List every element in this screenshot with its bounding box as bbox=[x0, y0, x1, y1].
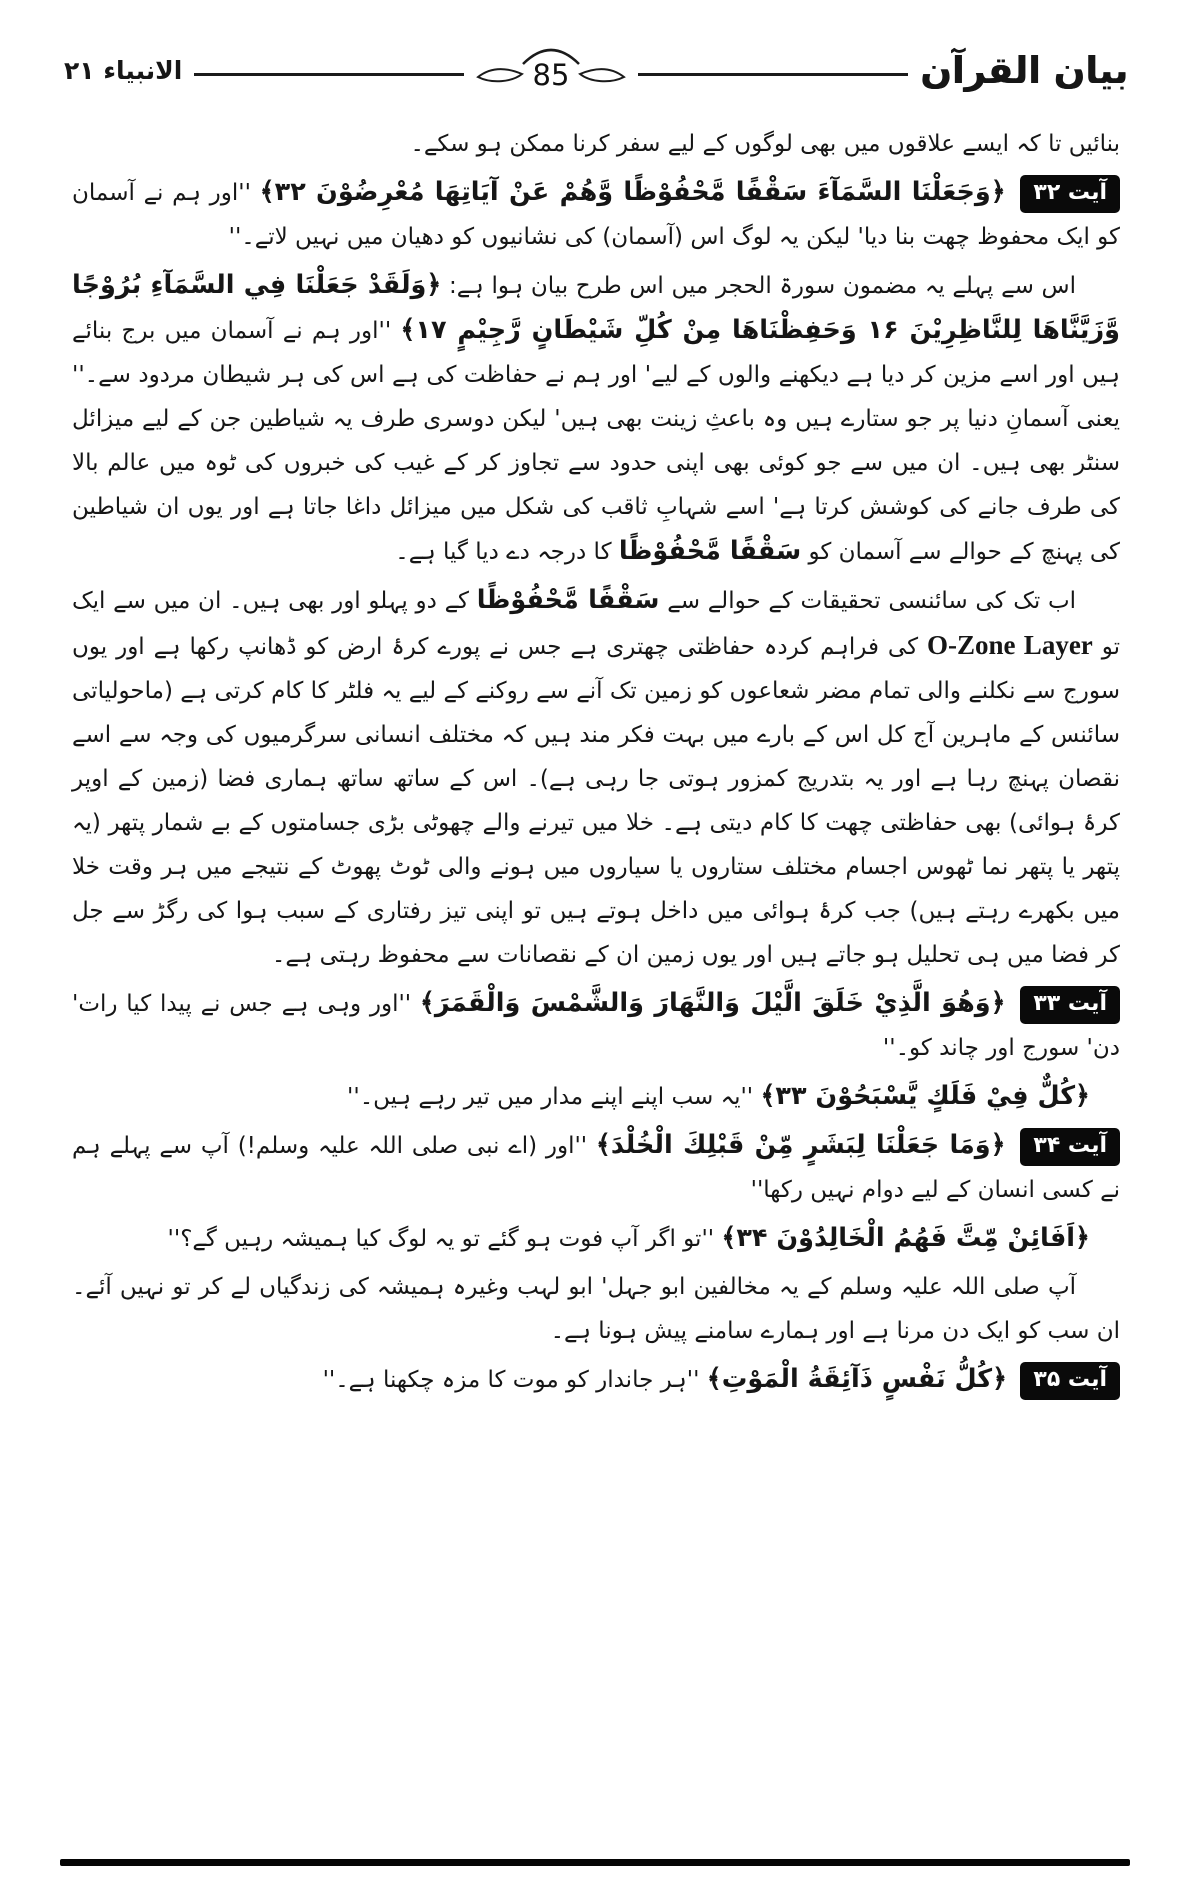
text-paragraph bbox=[72, 122, 1120, 166]
surah-title: الانبیاء ۲۱ bbox=[63, 55, 183, 85]
header-rule-right bbox=[638, 73, 908, 76]
urdu-text: ''اور ہم نے آسمان میں برج بنائے ہیں اور اسے مزین کر دیا ہے دیکھنے والوں کے لیے' اور ہم نے حفاظت کی ہے اس کی ہر شیطان مردود سے۔'' یعنی آسمانِ دنیا پر جو ستارے ہیں وہ باعثِ زینت بھی ہیں' لیکن دوسری طرف یہ شیاطین جن کے لیے میزائل سنٹر بھی ہیں۔ ان میں سے جو کوئی بھی اپنی حدود سے تجاوز کر کے غیب کی خبروں کی ٹوہ میں عالم بالا کی طرف جانے کی کوشش کرتا ہے' اسے شہابِ ثاقب کی شکل میں میزائل داغا جاتا ہے اور یوں ان شیاطین کی پہنچ کے حوالے سے آسمان کو bbox=[72, 318, 1120, 565]
ayat-marker: آیت ۳۲ bbox=[1020, 175, 1120, 213]
quran-arabic-text: ﴿كُلُّ نَفْسٍ ذَآئِقَةُ الْمَوْتِ﴾ bbox=[706, 1364, 1008, 1394]
urdu-text: کا درجہ دے دیا گیا ہے۔ bbox=[395, 539, 612, 565]
urdu-text: آپ صلی اللہ علیہ وسلم کے یہ مخالفین ابو جہل' ابو لہب وغیرہ ہمیشہ کی زندگیاں لے کر تو نہیں آئے۔ ان سب کو ایک دن مرنا ہے اور ہمارے سامنے پیش ہونا ہے۔ bbox=[72, 1274, 1120, 1344]
text-paragraph bbox=[72, 1265, 1120, 1353]
quran-arabic-text: ﴿وَمَا جَعَلْنَا لِبَشَرٍ مِّنْ قَبْلِكَ الْخُلْدَ﴾ bbox=[595, 1130, 1006, 1160]
verse-block bbox=[72, 1123, 1120, 1212]
text-paragraph bbox=[72, 263, 1120, 574]
text-paragraph bbox=[72, 1074, 1090, 1119]
quran-arabic-text: ﴿وَهُوَ الَّذِيْ خَلَقَ الَّیْلَ وَالنَّهَارَ وَالشَّمْسَ وَالْقَمَرَ﴾ bbox=[419, 988, 1006, 1018]
text-paragraph bbox=[72, 1216, 1090, 1261]
quran-arabic-text: ﴿كُلٌّ فِيْ فَلَكٍ یَّسْبَحُوْنَ ۳۳﴾ bbox=[760, 1081, 1090, 1111]
urdu-text: ''تو اگر آپ فوت ہو گئے تو یہ لوگ کیا ہمیشہ رہیں گے؟'' bbox=[167, 1226, 715, 1252]
urdu-text: ''یہ سب اپنے اپنے مدار میں تیر رہے ہیں۔'' bbox=[347, 1084, 754, 1110]
ornament-flourish-icon bbox=[476, 44, 626, 96]
urdu-text: کی فراہم کردہ حفاظتی چھتری ہے جس نے پورے کرۂ ارض کو ڈھانپ رکھا ہے اور یوں سورج سے نکلنے والی تمام مضر شعاعوں کو زمین تک آنے سے روکنے کے لیے یہ فلٹر کا کام کرتی ہے (ماحولیاتی سائنس کے ماہرین آج کل اس کے بارے میں بہت فکر مند ہیں کہ مختلف انسانی سرگرمیوں کی وجہ سے اسے نقصان پہنچ رہا ہے اور یہ بتدریج کمزور ہوتی جا رہی ہے)۔ اس کے ساتھ ساتھ ہماری فضا (زمین کے اوپر کرۂ ہوائی) بھی حفاظتی چھت کا کام دیتی ہے۔ خلا میں تیرنے والے چھوٹی بڑی جسامتوں کے بے شمار پتھر (یہ پتھر یا پتھر نما ٹھوس اجسام مختلف ستاروں یا سیاروں میں ہونے والی ٹوٹ پھوٹ کے نتیجے میں ہر وقت خلا میں بکھرے رہتے ہیں) جب کرۂ ہوائی میں داخل ہوتے ہیں تو اپنی تیز رفتاری کے سبب ہوا کی رگڑ سے جل کر فضا میں ہی تحلیل ہو جاتے ہیں اور یوں زمین ان کے نقصانات سے محفوظ رہتی ہے۔ bbox=[72, 634, 1120, 968]
urdu-text: ''اور (اے نبی صلی اللہ علیہ وسلم!) آپ سے پہلے ہم نے کسی انسان کے لیے دوام نہیں رکھا'' bbox=[72, 1133, 1120, 1203]
urdu-text: ''اور ہم نے آسمان کو ایک محفوظ چھت بنا دیا' لیکن یہ لوگ اس (آسمان) کی نشانیوں کو دھیان میں نہیں لاتے۔'' bbox=[72, 180, 1120, 250]
quran-arabic-text: سَقْفًا مَّحْفُوْظًا bbox=[476, 585, 660, 615]
header-rule-left bbox=[194, 73, 464, 76]
page-number: 85 bbox=[532, 58, 570, 92]
page-content bbox=[0, 96, 1192, 1402]
ayat-marker: آیت ۳۴ bbox=[1020, 1128, 1120, 1166]
verse-block bbox=[72, 170, 1120, 259]
latin-text: O-Zone Layer bbox=[926, 630, 1093, 660]
quran-arabic-text: سَقْفًا مَّحْفُوْظًا bbox=[618, 536, 802, 566]
ayat-marker: آیت ۳۳ bbox=[1020, 986, 1120, 1024]
urdu-text: کے دو پہلو اور بھی ہیں۔ ان میں سے ایک تو bbox=[72, 588, 1121, 660]
urdu-text: اس سے پہلے یہ مضمون سورۃ الحجر میں اس طرح بیان ہوا ہے: bbox=[449, 273, 1076, 299]
urdu-text: ''اور وہی ہے جس نے پیدا کیا رات' دن' سورج اور چاند کو۔'' bbox=[72, 991, 1120, 1061]
verse-block bbox=[72, 981, 1120, 1070]
page-number-ornament bbox=[476, 44, 626, 96]
text-paragraph bbox=[72, 578, 1120, 977]
quran-arabic-text: ﴿اَفَائِنْ مِّتَّ فَهُمُ الْخَالِدُوْنَ ۳۴﴾ bbox=[721, 1223, 1090, 1253]
quran-arabic-text: ﴿وَلَقَدْ جَعَلْنَا فِي السَّمَآءِ بُرُوْجًا وَّزَیَّنَّاهَا لِلنَّاظِرِیْنَ ۱۶ وَحَفِظْنَاهَا مِنْ كُلِّ شَیْطَانٍ رَّجِیْمٍ ۱۷﴾ bbox=[72, 270, 1120, 345]
book-title: بیان القرآن bbox=[920, 48, 1128, 92]
page-header bbox=[0, 0, 1192, 96]
quran-arabic-text: ﴿وَجَعَلْنَا السَّمَآءَ سَقْفًا مَّحْفُوْظًا وَّهُمْ عَنْ آیَاتِهَا مُعْرِضُوْنَ ۳۲﴾ bbox=[259, 177, 1006, 207]
bottom-rule bbox=[60, 1859, 1130, 1866]
verse-block bbox=[72, 1357, 1120, 1402]
urdu-text: بنائیں تا کہ ایسے علاقوں میں بھی لوگوں کے لیے سفر کرنا ممکن ہو سکے۔ bbox=[410, 131, 1120, 157]
urdu-text: اب تک کی سائنسی تحقیقات کے حوالے سے bbox=[667, 588, 1077, 614]
urdu-text: ''ہر جاندار کو موت کا مزہ چکھنا ہے۔'' bbox=[322, 1367, 700, 1393]
ayat-marker: آیت ۳۵ bbox=[1020, 1362, 1120, 1400]
